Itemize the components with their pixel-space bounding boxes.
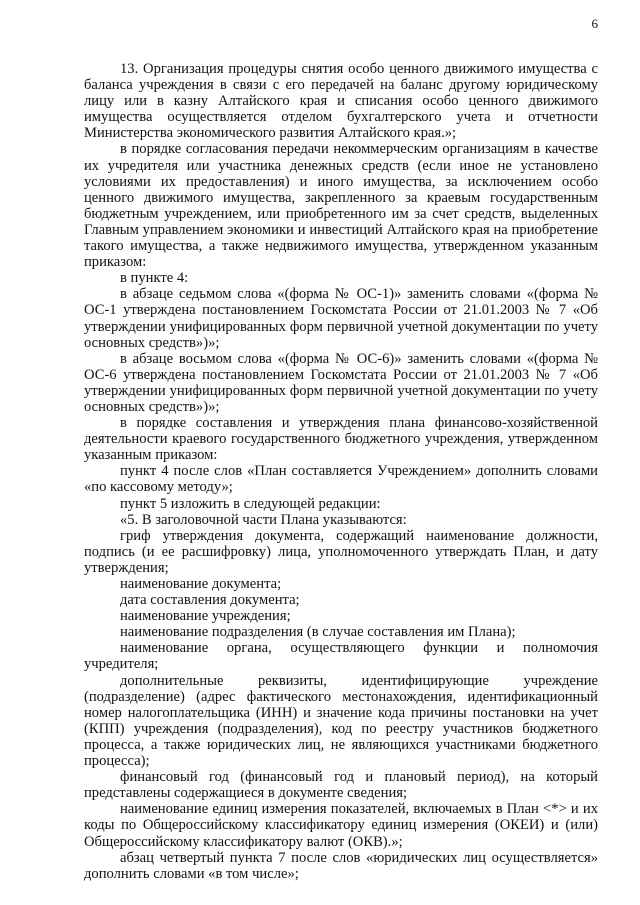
paragraph-point-7: абзац четвертый пункта 7 после слов «юридических лиц осуществляется» дополнить словами «в том числе»; [84,849,598,882]
paragraph-subdivision-name: наименование подразделения (в случае составления им Плана); [120,624,516,641]
paragraph-point-5-heading: «5. В заголовочной части Плана указываются: [120,511,407,528]
paragraph-document-date: дата составления документа; [120,592,300,609]
document-body [84,61,598,882]
paragraph-institution-name: наименование учреждения; [120,608,291,625]
paragraph-point-4-addition: пункт 4 после слов «План составляется Учреждением» дополнить словами «по кассовому методу»; [84,463,598,496]
paragraph-financial-year: финансовый год (финансовый год и плановый период), на который представлены содержащиеся в документе сведения; [84,769,598,802]
paragraph-point-5-intro: пункт 5 изложить в следующей редакции: [120,495,381,512]
paragraph-point-4: в пункте 4: [120,270,189,287]
page-number: 6 [591,16,598,31]
paragraph-item-13: 13. Организация процедуры снятия особо ценного движимого имущества с баланса учреждения в связи с его передачей на баланс другому юридическому лицу или в казну Алтайского края и списания особо ценного движимого имущества осуществляется отделом бухгалтерского учета и отчетности Министерства экономического развития Алтайского края.»; [84,61,598,142]
paragraph-units: наименование единиц измерения показателей, включаемых в План <*> и их коды по Общероссийскому классификатору единиц измерения (ОКЕИ) и (или) Общероссийскому классификатору валют (ОКВ).»; [84,801,598,850]
paragraph-plan-procedure: в порядке составления и утверждения плана финансово-хозяйственной деятельности краевого государственного бюджетного учреждения, утвержденном указанным приказом: [84,415,598,464]
paragraph-founder-body: наименование органа, осуществляющего функции и полномочия учредителя; [84,640,598,673]
paragraph-document-name: наименование документа; [120,576,282,592]
paragraph-seventh-abzac: в абзаце седьмом слова «(форма № ОС-1)» заменить словами «(форма № ОС-1 утверждена постановлением Госкомстата России от 21.01.2003 № 7 «Об утверждении унифицированных форм первичной учетной документации по учету основных средств»)»; [84,286,598,351]
paragraph-approval-stamp: гриф утверждения документа, содержащий наименование должности, подпись (и ее расшифровку) лица, уполномоченного утверждать План, и дату утверждения; [84,527,598,576]
paragraph-additional-details: дополнительные реквизиты, идентифицирующие учреждение (подразделение) (адрес фактического местонахождения, идентификационный номер налогоплательщика (ИНН) и значение кода причины постановки на учет (КПП) учреждения (подразделения), код по реестру участников бюджетного процесса, а также юридических лиц, не являющихся участниками бюджетного процесса); [84,672,598,770]
paragraph-eighth-abzac: в абзаце восьмом слова «(форма № ОС-6)» заменить словами «(форма № ОС-6 утверждена постановлением Госкомстата России от 21.01.2003 № 7 «Об утверждении унифицированных форм первичной учетной документации по учету основных средств»)»; [84,350,598,415]
paragraph-transfer-procedure: в порядке согласования передачи некоммерческим организациям в качестве их учредителя или участника денежных средств (если иное не установлено условиями их предоставления) и иного имущества, за исключением особо ценного движимого имущества, закрепленного за краевым государственным бюджетным учреждением, или приобретенного им за счет средств, выделенных Главным управлением экономики и инвестиций Алтайского края на приобретение такого имущества, а также недвижимого имущества, утвержденном указанным приказом: [84,141,598,271]
